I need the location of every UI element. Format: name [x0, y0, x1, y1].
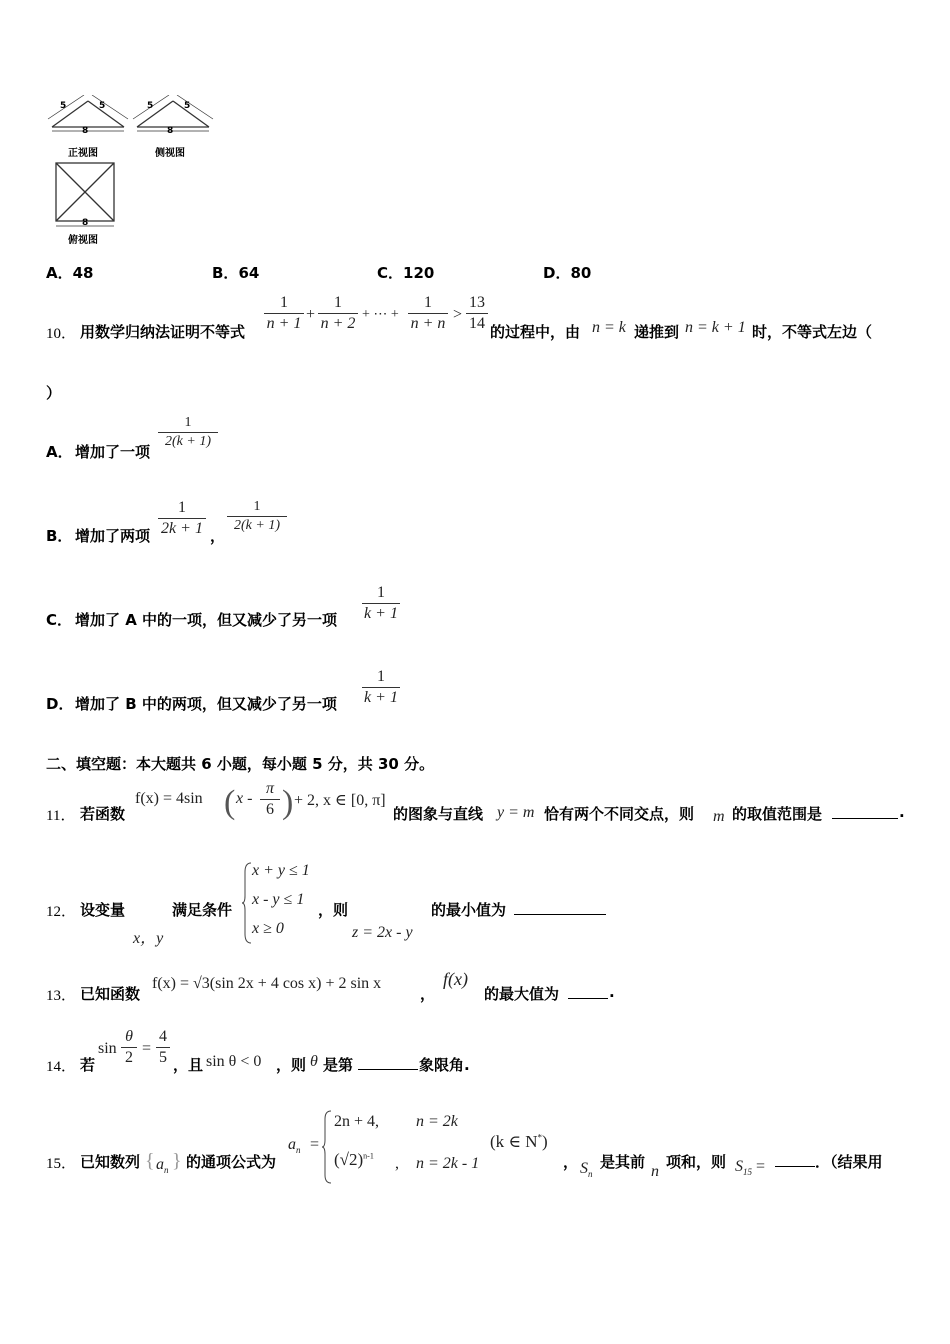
- front-dim-base: 8: [82, 126, 89, 136]
- q10-option-c-frac: $\frac{1}{k + 1}$: [362, 584, 400, 623]
- q10-option-d-text: 增加了 B 中的两项，但又减少了另一项: [75, 695, 337, 713]
- q11-mid: 的图象与直线: [393, 805, 484, 823]
- q15-mid3: 项和，则: [666, 1153, 727, 1171]
- q15-suffix: ．（结果用: [815, 1153, 883, 1171]
- q15-comma: ，: [563, 1153, 579, 1171]
- front-dim-left: 5: [60, 101, 67, 111]
- q11-paren-open: (: [224, 784, 236, 821]
- q13-func: f(x) = √3(sin 2x + 4 cos x) + 2 sin x: [152, 975, 382, 992]
- q11-func-inner: x -: [236, 790, 253, 807]
- q11-paren-close: ): [282, 784, 294, 821]
- q15-seq-brace-close: }: [172, 1150, 182, 1172]
- top-view-label: 俯视图: [68, 235, 98, 246]
- q14-sin: sin: [98, 1040, 117, 1057]
- q13-fx: f(x): [443, 969, 468, 989]
- q11-answer-blank[interactable]: [832, 818, 898, 819]
- side-dim-base: 8: [167, 126, 174, 136]
- q12-prefix: 设变量: [80, 901, 126, 919]
- q10-option-b-frac1: $\frac{1}{2k + 1}$: [158, 499, 206, 538]
- q15-case2-cond: n = 2k - 1: [416, 1155, 480, 1172]
- section-2-title: 二、填空题：本大题共 6 小题，每小题 5 分，共 30 分。: [46, 755, 435, 773]
- q14-answer-blank[interactable]: [358, 1069, 418, 1070]
- q11-end: .: [899, 803, 905, 821]
- q15-mid: 的通项公式为: [186, 1153, 277, 1171]
- q13-suffix: 的最大值为: [484, 985, 560, 1003]
- q10-option-c-text: 增加了 A 中的一项，但又减少了另一项: [75, 611, 338, 629]
- side-dim-right: 5: [184, 101, 191, 111]
- q14-eq: =: [142, 1040, 152, 1057]
- q11-number: 11．: [46, 808, 76, 824]
- top-dim-base: 8: [82, 218, 89, 228]
- q10-option-a-frac: $\frac{1}{2(k + 1)}$: [158, 415, 218, 450]
- q13-end: .: [609, 983, 615, 1001]
- q12-cond-3: x ≥ 0: [252, 920, 284, 937]
- q12-brace: [242, 862, 252, 944]
- q10-middle2: 递推到: [634, 323, 680, 341]
- q10-dots: + ⋯ +: [362, 307, 399, 322]
- q11-suffix: 的取值范围是: [732, 805, 823, 823]
- q15-case1: 2n + 4,: [334, 1113, 380, 1130]
- q11-func-left: f(x) = 4sin: [135, 790, 203, 807]
- q12-z: z = 2x - y: [352, 924, 413, 941]
- q14-mid: ，且: [173, 1056, 204, 1074]
- q15-case2-comma: ,: [395, 1155, 399, 1172]
- q12-answer-blank[interactable]: [514, 914, 606, 915]
- q10-option-b-sep: ，: [210, 527, 226, 545]
- q10-frac-rhs: $\frac{13}{14}$: [466, 294, 488, 333]
- q12-cond-2: x - y ≤ 1: [252, 891, 305, 908]
- q10-option-d-letter: D．: [46, 695, 74, 713]
- q10-n-eq-k: n = k: [592, 319, 626, 336]
- q15-eq: =: [310, 1136, 320, 1153]
- q10-close: ）: [46, 384, 62, 402]
- q15-case1-cond: n = 2k: [416, 1113, 458, 1130]
- front-view-label: 正视图: [68, 148, 98, 159]
- q10-middle: 的过程中，由: [490, 323, 581, 341]
- q14-prefix: 若: [80, 1056, 96, 1074]
- q9-option-b: B．64: [212, 264, 260, 282]
- q12-mid: 满足条件: [172, 901, 233, 919]
- q11-pi-over-6: $\frac{\pi}{6}$: [260, 780, 280, 819]
- q10-n-eq-k1: n = k + 1: [685, 319, 746, 336]
- q14-suffix: 是第: [323, 1056, 354, 1074]
- q10-frac-1: $\frac{1}{n + 1}$: [264, 294, 304, 333]
- q10-frac-2: $\frac{1}{n + 2}$: [318, 294, 358, 333]
- q14-number: 14．: [46, 1059, 77, 1075]
- q9-option-d: D．80: [543, 264, 592, 282]
- q12-then: ，则: [318, 901, 349, 919]
- q15-mid2: 是其前: [600, 1153, 646, 1171]
- q14-cond: sin θ < 0: [206, 1053, 262, 1070]
- q11-line: y = m: [497, 804, 535, 821]
- q10-option-b-text: 增加了两项: [75, 527, 151, 545]
- q14-end: 象限角.: [419, 1056, 470, 1074]
- front-dim-right: 5: [99, 101, 106, 111]
- q10-suffix: 时，不等式左边（: [752, 323, 873, 341]
- q10-option-d-frac: $\frac{1}{k + 1}$: [362, 668, 400, 707]
- side-view-label: 侧视图: [155, 148, 185, 159]
- q15-kset: (k ∈ N*): [490, 1132, 548, 1151]
- q14-theta-over-2: $\frac{\theta}{2}$: [121, 1028, 137, 1067]
- q13-number: 13．: [46, 988, 77, 1004]
- q15-seq: $a_n$: [156, 1156, 169, 1176]
- q14-four-fifths: $\frac{4}{5}$: [156, 1028, 170, 1067]
- q14-th: θ: [310, 1053, 318, 1070]
- q12-cond-1: x + y ≤ 1: [252, 862, 310, 879]
- top-view: [56, 163, 114, 226]
- q9-option-a: A．48: [46, 264, 94, 282]
- q15-prefix: 已知数列: [80, 1153, 141, 1171]
- q15-seq-brace-open: {: [145, 1150, 155, 1172]
- q12-vars: x，y: [133, 930, 164, 947]
- q10-prefix: 用数学归纳法证明不等式: [80, 323, 246, 341]
- q15-n: n: [651, 1163, 659, 1180]
- q10-option-a-text: 增加了一项: [75, 443, 151, 461]
- q12-number: 12．: [46, 904, 77, 920]
- q10-number: 10．: [46, 326, 77, 342]
- q13-answer-blank[interactable]: [568, 998, 608, 999]
- q10-option-c-letter: C．: [46, 611, 73, 629]
- q12-suffix: 的最小值为: [431, 901, 507, 919]
- q10-option-a-letter: A．: [46, 443, 73, 461]
- q15-s15: $S_{15}$ =: [735, 1158, 766, 1178]
- q10-option-b-letter: B．: [46, 527, 73, 545]
- q9-option-c: C．120: [377, 264, 435, 282]
- side-dim-left: 5: [147, 101, 154, 111]
- q11-m: m: [713, 808, 725, 825]
- q10-option-b-frac2: $\frac{1}{2(k + 1)}$: [227, 499, 287, 534]
- q15-case2: $(√2)^{n-1}$: [334, 1150, 374, 1169]
- q11-mid2: 恰有两个不同交点，则: [544, 805, 695, 823]
- q10-frac-n: $\frac{1}{n + n}$: [408, 294, 448, 333]
- q15-answer-blank[interactable]: [775, 1166, 815, 1167]
- q11-func-right: + 2, x ∈ [0, π]: [294, 792, 386, 809]
- q10-gt: >: [453, 306, 463, 323]
- q11-prefix: 若函数: [80, 805, 126, 823]
- q15-an: $a_n$: [288, 1136, 301, 1156]
- q14-mid2: ，则: [276, 1056, 307, 1074]
- q13-prefix: 已知函数: [80, 985, 141, 1003]
- q15-number: 15．: [46, 1156, 77, 1172]
- q15-brace: [322, 1110, 332, 1184]
- q15-sn: $S_n$: [580, 1160, 593, 1180]
- q13-comma: ，: [420, 985, 436, 1003]
